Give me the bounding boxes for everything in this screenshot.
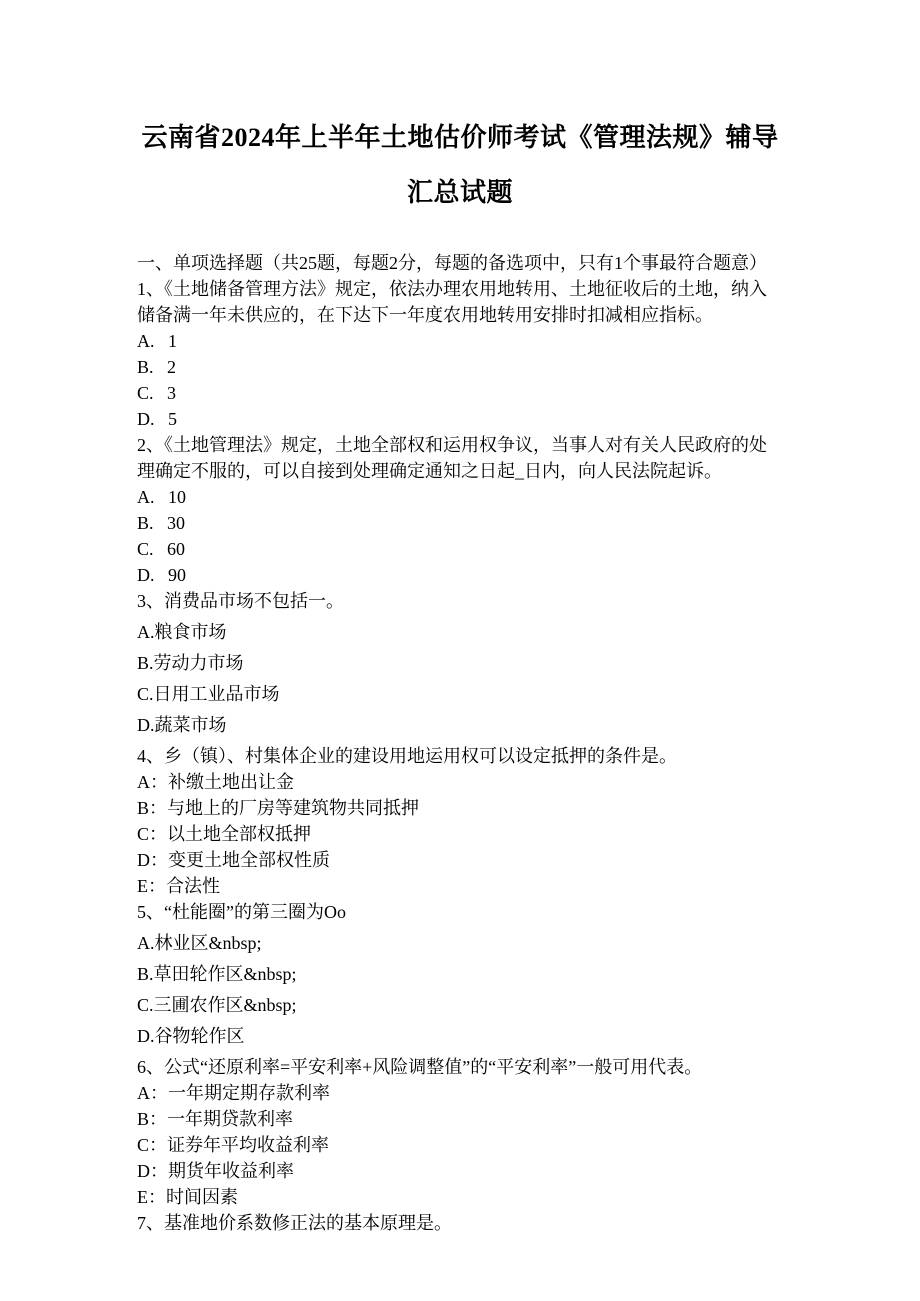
- paragraph-line: C. 60: [137, 539, 186, 559]
- paragraph-line: 7、基准地价系数修正法的基本原理是。: [137, 1213, 452, 1233]
- document-title: 云南省2024年上半年土地估价师考试《管理法规》辅导汇总试题: [141, 123, 779, 207]
- paragraph-line: D：变更土地全部权性质: [137, 850, 330, 870]
- paragraph-line: B. 30: [137, 513, 186, 533]
- paragraph-line: B. 2: [137, 357, 177, 377]
- paragraph-line: E：合法性: [137, 876, 220, 896]
- paragraph-line: 4、乡（镇）、村集体企业的建设用地运用权可以设定抵押的条件是。: [137, 746, 677, 766]
- paragraph-line: D.谷物轮作区: [137, 1026, 245, 1046]
- paragraph-line: C. 3: [137, 383, 177, 403]
- paragraph-line: C：以土地全部权抵押: [137, 824, 312, 844]
- paragraph-line: A.粮食市场: [137, 622, 227, 642]
- paragraph-line: 1、《土地储备管理方法》规定，依法办理农用地转用、土地征收后的土地，纳入储备满一年未供应的，在下达下一年度农用地转用安排时扣减相应指标。: [137, 279, 767, 325]
- paragraph-line: C.日用工业品市场: [137, 684, 280, 704]
- paragraph-line: A：一年期定期存款利率: [137, 1083, 330, 1103]
- paragraph-line: B.草田轮作区&nbsp;: [137, 964, 297, 984]
- paragraph-line: C：证券年平均收益利率: [137, 1135, 330, 1155]
- paragraph-line: D. 90: [137, 565, 186, 585]
- paragraph-line: B：与地上的厂房等建筑物共同抵押: [137, 798, 420, 818]
- paragraph-line: B：一年期贷款利率: [137, 1109, 294, 1129]
- paragraph-line: 2、《土地管理法》规定，土地全部权和运用权争议，当事人对有关人民政府的处理确定不服的，可以自接到处理确定通知之日起_日内，向人民法院起诉。: [137, 435, 767, 481]
- document-body: [137, 250, 783, 1236]
- paragraph-line: E：时间因素: [137, 1187, 238, 1207]
- paragraph-line: D.蔬菜市场: [137, 715, 227, 735]
- paragraph-line: 5、“杜能圈”的第三圈为Oo: [137, 902, 346, 922]
- paragraph-line: 3、消费品市场不包括一。: [137, 591, 344, 611]
- paragraph-line: A. 10: [137, 487, 186, 507]
- paragraph-line: 6、公式“还原利率=平安利率+风险调整值”的“平安利率”一般可用代表。: [137, 1057, 703, 1077]
- paragraph-line: A.林业区&nbsp;: [137, 933, 262, 953]
- paragraph-line: A. 1: [137, 331, 177, 351]
- paragraph-line: C.三圃农作区&nbsp;: [137, 995, 297, 1015]
- paragraph-line: D：期货年收益利率: [137, 1161, 294, 1181]
- paragraph-line: A：补缴土地出让金: [137, 772, 294, 792]
- paragraph-line: B.劳动力市场: [137, 653, 244, 673]
- paragraph-line: 一、单项选择题（共25题，每题2分，每题的备选项中，只有1个事最符合题意）: [137, 253, 767, 273]
- paragraph-line: D. 5: [137, 409, 177, 429]
